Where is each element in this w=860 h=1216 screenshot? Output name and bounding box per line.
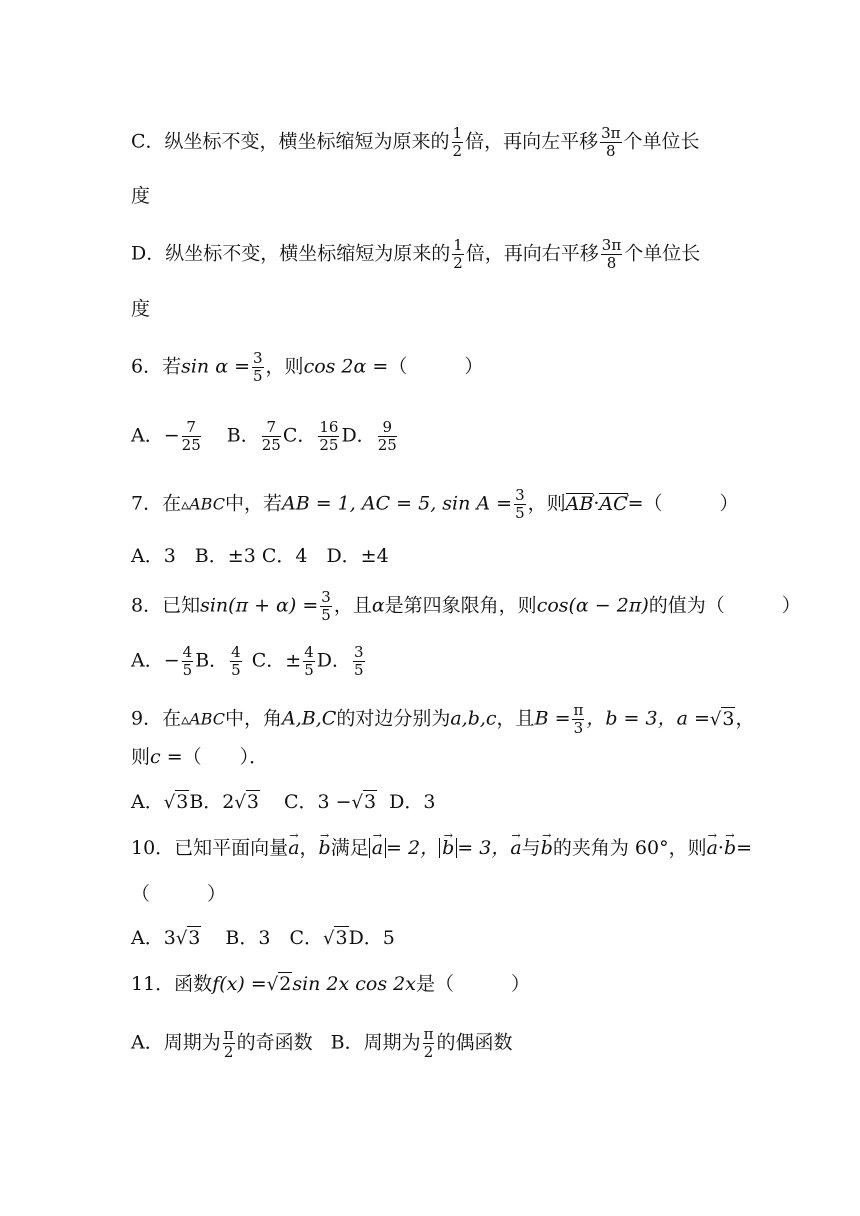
text: 6．若 (131, 355, 182, 378)
radical-sign: √ (163, 792, 176, 813)
math: a,b,c (450, 707, 497, 730)
vector-ac: AC › (599, 492, 627, 516)
denominator: 25 (261, 436, 281, 454)
text: D．纵坐标不变，横坐标缩短为原来的 (131, 242, 451, 265)
numerator: 3 (353, 643, 364, 661)
option-label: A． (131, 424, 164, 447)
numerator: 3 (515, 486, 525, 504)
text: 的对边分别为 (336, 707, 451, 730)
text: 的奇函数 (236, 1031, 313, 1054)
numerator: 3π (601, 236, 622, 254)
math: sin 2x cos 2x (292, 973, 416, 995)
sqrt (323, 926, 349, 951)
q5-option-d (131, 238, 700, 271)
q9-options (131, 790, 435, 815)
q7-stem (131, 488, 739, 521)
denominator: 25 (319, 436, 339, 454)
text: 的值为（ ） (648, 594, 801, 617)
denominator: 5 (231, 661, 241, 679)
option-label: D． (341, 424, 376, 447)
math: ，b = 3，a = (586, 707, 710, 730)
sqrt (710, 707, 736, 732)
radical-sign: √ (234, 792, 246, 813)
q11-stem (131, 972, 530, 997)
sqrt (176, 926, 202, 951)
option-label: C．± (251, 649, 302, 672)
denominator: 3 (573, 719, 584, 737)
fraction (230, 645, 242, 678)
math: f(x) = (212, 973, 267, 995)
denominator: 2 (452, 142, 463, 160)
q10-stem (131, 836, 752, 860)
text: 9．在 (131, 707, 182, 730)
sqrt (267, 972, 293, 997)
numerator: 1 (452, 124, 463, 142)
fraction (572, 703, 584, 736)
abs-bars (439, 838, 457, 858)
q5-option-c-wrap (131, 184, 150, 208)
sqrt (352, 790, 378, 815)
math: = 3， (457, 837, 511, 859)
fraction (378, 420, 397, 453)
q7-options (131, 544, 389, 568)
text: 则 (131, 746, 151, 768)
text: 度 (131, 298, 151, 320)
abs-bars (369, 838, 386, 858)
math: A,B,C (282, 707, 337, 730)
denominator: 2 (453, 254, 463, 272)
triangle-abc: ▵ABC (181, 709, 225, 729)
numerator: π (573, 701, 584, 719)
fraction (423, 1027, 435, 1060)
fraction (353, 645, 365, 678)
radical-sign: √ (175, 928, 188, 949)
option-label: A．− (131, 649, 180, 672)
text: 中，角 (224, 707, 282, 730)
option-label: A．3 (131, 927, 176, 949)
denominator: 8 (606, 254, 617, 272)
fraction (252, 351, 264, 384)
vector-a: → a (707, 836, 718, 860)
q5-option-d-wrap (131, 297, 150, 321)
radical-sign: √ (709, 708, 722, 730)
math: cos 2α = (303, 355, 389, 378)
numerator: π (423, 1025, 434, 1043)
text: 7．在 (131, 492, 182, 515)
option-label: D． (316, 649, 351, 672)
vector-a: → a (372, 838, 383, 858)
radical-sign: √ (322, 928, 335, 949)
q9-stem-line2 (131, 745, 268, 769)
math: AB = 1, AC = 5, sin A = (282, 492, 513, 515)
text: C．纵坐标不变，横坐标缩短为原来的 (131, 130, 450, 153)
text: 倍，再向左平移 (465, 130, 599, 153)
q8-stem (131, 590, 801, 623)
answer-blank: 是（ ） (415, 973, 530, 995)
option-label: C．3 − (283, 791, 352, 813)
radicand: 3 (176, 791, 189, 813)
text: · (717, 837, 724, 859)
triangle-abc: ▵ABC (181, 494, 225, 514)
numerator: 7 (182, 420, 201, 437)
math: = 2， (386, 837, 440, 859)
answer-blank: （ ） (131, 883, 227, 905)
option-label: B． (226, 424, 260, 447)
numerator: 7 (262, 420, 281, 437)
radicand: 3 (335, 927, 348, 949)
numerator: 3π (601, 124, 621, 142)
option-label: B．周期为 (330, 1031, 421, 1054)
option-label: A． (131, 791, 164, 813)
text: 的夹角为 60°，则 (552, 837, 707, 859)
sqrt (164, 790, 190, 815)
answer-blank: （ ） (388, 355, 484, 378)
math: cos(α − 2π) (536, 594, 649, 617)
q5-option-c (131, 126, 700, 159)
text: ，且 (496, 707, 535, 730)
fraction (600, 126, 621, 159)
fraction (318, 420, 339, 453)
numerator: 3 (321, 588, 331, 606)
option-label: B．2 (189, 791, 235, 813)
denominator: 25 (377, 436, 397, 454)
text: 是第四象限角，则 (384, 594, 537, 617)
radicand: 3 (188, 927, 201, 949)
text: ，且 (333, 594, 372, 617)
option-label: B． (195, 649, 229, 672)
text: · (593, 492, 600, 515)
numerator: 4 (182, 643, 193, 661)
text: 中，若 (224, 492, 282, 515)
math: sin α = (181, 355, 250, 378)
text: 11．函数 (131, 973, 213, 995)
fraction (182, 420, 201, 453)
denominator: 5 (515, 504, 525, 522)
vector-b: → b (541, 836, 553, 860)
text: 满足 (330, 837, 369, 859)
denominator: 5 (182, 661, 193, 679)
radicand: 3 (364, 791, 377, 813)
text: 倍，再向右平移 (465, 242, 599, 265)
denominator: 2 (423, 1043, 434, 1061)
math: B = (534, 707, 571, 730)
options-text: A．3 B．±3 C．4 D．±4 (131, 545, 389, 567)
numerator: 3 (253, 349, 263, 367)
fraction (223, 1027, 235, 1060)
numerator: 16 (319, 418, 339, 436)
denominator: 5 (321, 606, 331, 624)
option-label: B．3 C． (225, 927, 323, 949)
text: 度 (131, 185, 151, 207)
q6-stem (131, 351, 483, 384)
numerator: 1 (453, 236, 463, 254)
q10-blank (131, 882, 226, 906)
sqrt (234, 790, 260, 815)
fraction (303, 645, 315, 678)
denominator: 8 (606, 142, 616, 160)
text: 10．已知平面向量 (131, 837, 289, 859)
numerator: 4 (304, 643, 314, 661)
vector-b: → b (319, 836, 331, 860)
option-label: A．周期为 (131, 1031, 221, 1054)
option-label: D．5 (348, 927, 395, 949)
radical-sign: √ (266, 974, 279, 995)
text: 个单位长 (624, 242, 701, 265)
text: 个单位长 (623, 130, 700, 153)
q9-stem (131, 703, 754, 736)
math: sin(π + α) = (200, 594, 319, 617)
option-label: D．3 (389, 791, 436, 813)
fraction (452, 126, 464, 159)
option-label: C． (282, 424, 317, 447)
fraction (262, 420, 281, 453)
radicand: 2 (279, 973, 292, 995)
text: = (736, 837, 753, 859)
answer-blank: （ ）． (182, 746, 269, 768)
math: c = (150, 746, 183, 768)
answer-blank: （ ） (643, 492, 739, 515)
q6-options (131, 420, 399, 453)
fraction (452, 238, 464, 271)
radicand: 3 (722, 707, 735, 730)
text: ，则 (527, 492, 566, 515)
text: 的偶函数 (436, 1031, 513, 1054)
vector-a: → a (510, 836, 521, 860)
denominator: 25 (181, 436, 201, 454)
numerator: π (223, 1025, 234, 1043)
vector-ab: AB › (566, 492, 594, 516)
vector-a: → a (288, 836, 299, 860)
radical-sign: √ (351, 792, 364, 813)
fraction (182, 645, 194, 678)
text: ， (735, 707, 755, 730)
text: − (163, 424, 180, 447)
denominator: 5 (253, 367, 263, 385)
text: 8．已知 (131, 594, 201, 617)
numerator: 4 (231, 643, 241, 661)
radicand: 3 (246, 791, 259, 813)
q8-options (131, 645, 367, 678)
denominator: 2 (223, 1043, 234, 1061)
denominator: 5 (304, 661, 314, 679)
vector-b: → b (724, 836, 736, 860)
vector-b: → b (442, 838, 454, 858)
text: ，则 (265, 355, 304, 378)
text: ， (299, 837, 319, 859)
q10-options (131, 926, 395, 951)
numerator: 9 (378, 420, 397, 437)
math: α (371, 594, 385, 617)
q11-options (131, 1027, 512, 1060)
text: 与 (521, 837, 541, 859)
fraction (514, 488, 526, 521)
denominator: 5 (353, 661, 364, 679)
fraction (601, 238, 622, 271)
fraction (320, 590, 332, 623)
text: = (627, 492, 644, 515)
